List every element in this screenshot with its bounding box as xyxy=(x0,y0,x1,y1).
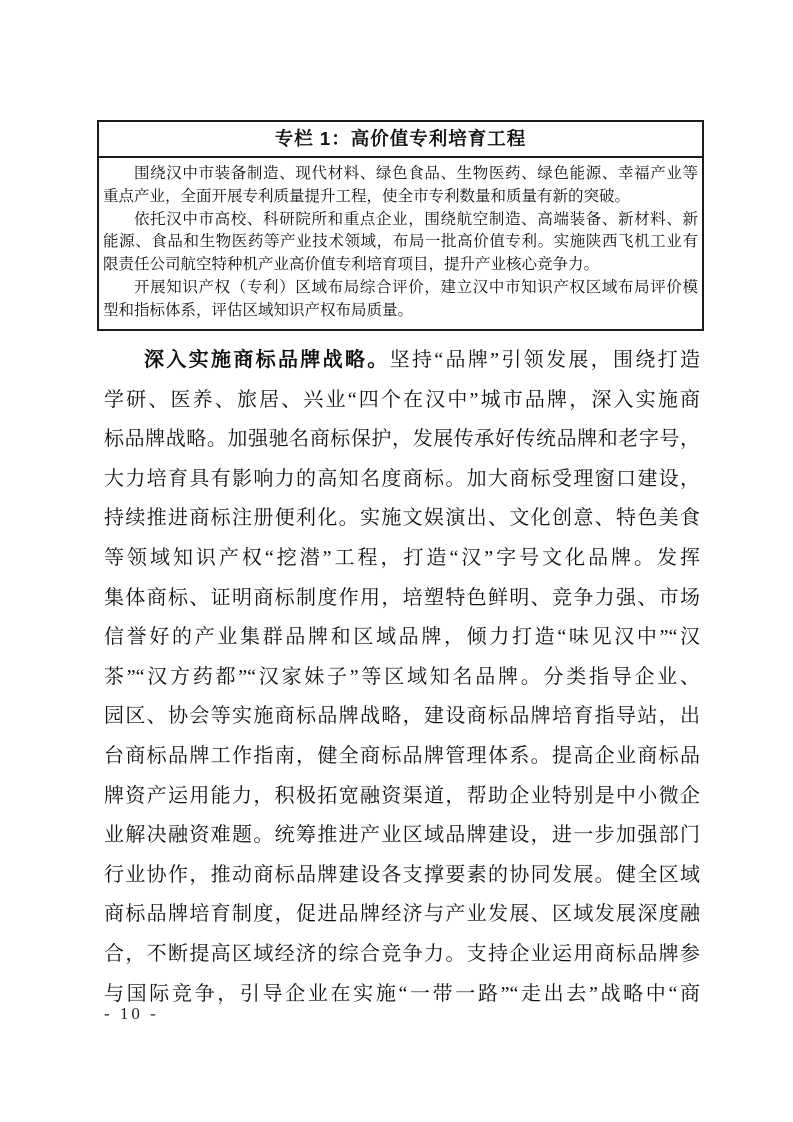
body-line: 牌资产运用能力，积极拓宽融资渠道，帮助企业特别是中小微企 xyxy=(104,784,700,807)
box-line: 能源、食品和生物医药等产业技术领域，布局一批高价值专利。实施陕西飞机工业有 xyxy=(103,233,698,251)
box-body xyxy=(99,158,702,329)
body-line: 信誉好的产业集群品牌和区域品牌，倾力打造“味见汉中”“汉 xyxy=(104,626,700,649)
body-line: 标品牌战略。加强驰名商标保护，发展传承好传统品牌和老字号， xyxy=(104,428,700,451)
body-line: 学研、医养、旅居、兴业“四个在汉中”城市品牌，深入实施商 xyxy=(104,388,700,411)
page-number: - 10 - xyxy=(104,1004,159,1023)
body-line: 与国际竞争，引导企业在实施“一带一路”“走出去”战略中“商 xyxy=(104,982,700,1005)
body-line: 业解决融资难题。统筹推进产业区域品牌建设，进一步加强部门 xyxy=(104,824,700,847)
body-line: 持续推进商标注册便利化。实施文娱演出、文化创意、特色美食 xyxy=(104,507,700,530)
body-line: 行业协作，推动商标品牌建设各支撑要素的协同发展。健全区域 xyxy=(104,863,700,886)
box-line: 围绕汉中市装备制造、现代材料、绿色食品、生物医药、绿色能源、幸福产业等 xyxy=(134,165,698,182)
body-line: 台商标品牌工作指南，健全商标品牌管理体系。提高企业商标品 xyxy=(104,744,700,767)
box-line: 重点产业，全面开展专利质量提升工程，使全市专利数量和质量有新的突破。 xyxy=(103,187,631,205)
body-line: 等领域知识产权“挖潜”工程，打造“汉”字号文化品牌。发挥 xyxy=(104,546,700,569)
body-line: 大力培育具有影响力的高知名度商标。加大商标受理窗口建设， xyxy=(104,467,700,490)
paragraph-lead: 深入实施商标品牌战略。 xyxy=(144,349,390,371)
box-line: 开展知识产权（专利）区域布局综合评价，建立汉中市知识产权区域布局评价模 xyxy=(134,278,698,296)
box-title: 专栏 1：高价值专利培育工程 xyxy=(99,122,702,158)
body-line: 集体商标、证明商标制度作用，培塑特色鲜明、竞争力强、市场 xyxy=(104,586,700,609)
body-line xyxy=(104,341,700,381)
box-line: 型和指标体系，评估区域知识产权布局质量。 xyxy=(103,301,414,319)
box-line: 依托汉中市高校、科研院所和重点企业，围绕航空制造、高端装备、新材料、新 xyxy=(134,210,698,228)
body-line-text: 坚持“品牌”引领发展，围绕打造 xyxy=(389,349,700,371)
body-line: 合，不断提高区域经济的综合竞争力。支持企业运用商标品牌参 xyxy=(104,942,700,965)
body-line: 茶”“汉方药都”“汉家妹子”等区域知名品牌。分类指导企业、 xyxy=(104,665,700,688)
body-text xyxy=(104,341,700,1014)
body-line: 商标品牌培育制度，促进品牌经济与产业发展、区域发展深度融 xyxy=(104,903,700,926)
special-column-box xyxy=(97,120,704,331)
box-line: 限责任公司航空特种机产业高价值专利培育项目，提升产业核心竞争力。 xyxy=(103,256,600,274)
body-line: 园区、协会等实施商标品牌战略，建设商标品牌培育指导站，出 xyxy=(104,705,700,728)
